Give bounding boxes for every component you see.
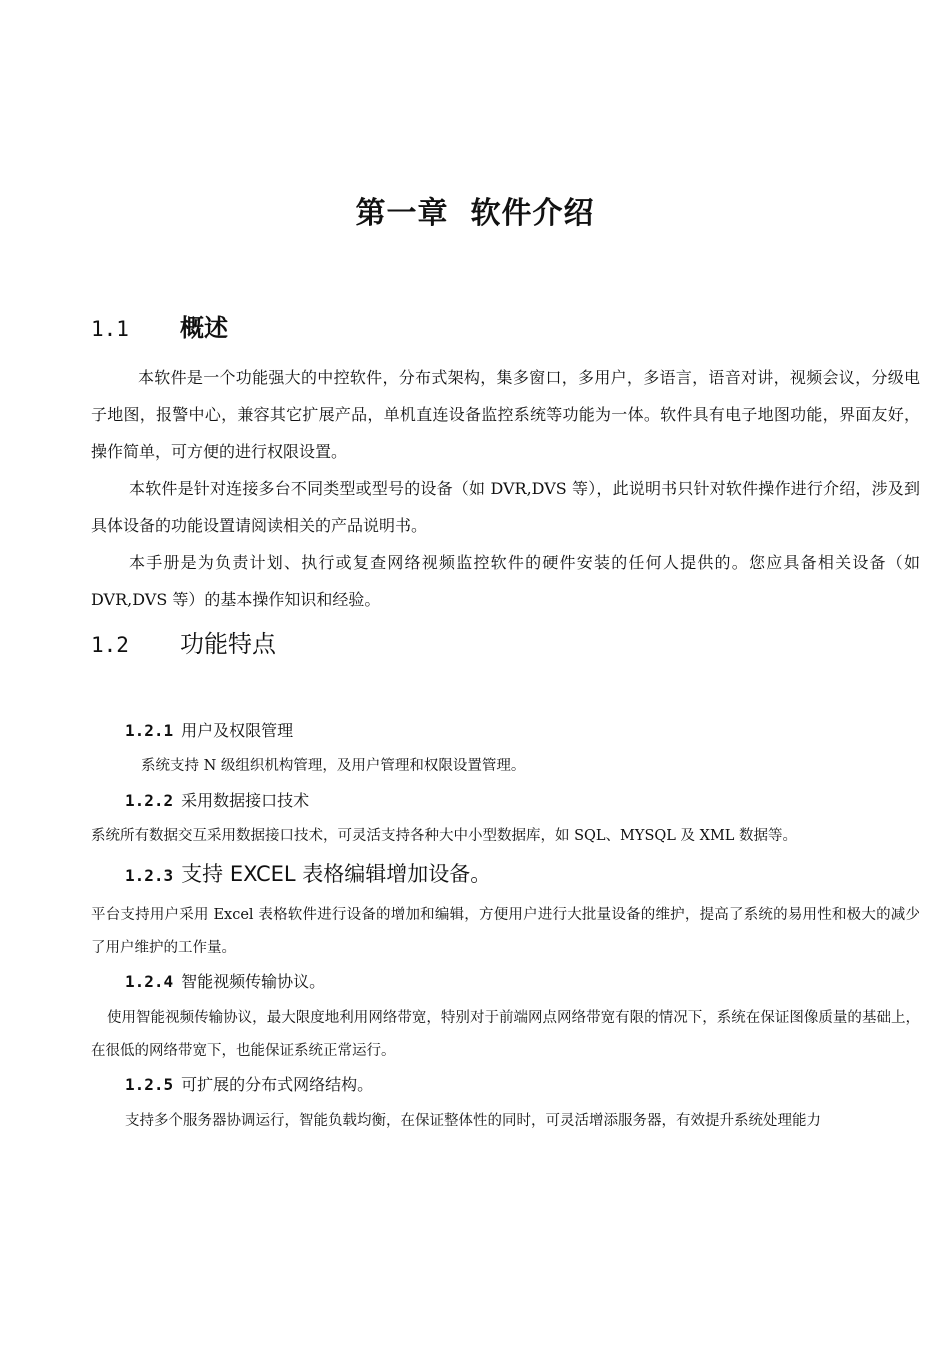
subsection-title: 可扩展的分布式网络结构。 [181,1075,374,1094]
subsection-number: 1.2.2 [125,791,174,810]
subsection-body-1-2-2: 系统所有数据交互采用数据接口技术，可灵活支持各种大中小型数据库，如 SQL、MYSQL 及 XML 数据等。 [91,828,798,844]
overview-paragraph-3: 本手册是为负责计划、执行或复查网络视频监控软件的硬件安装的任何人提供的。您应具备相关设备（如 DVR,DVS 等）的基本操作知识和经验。 [91,553,920,609]
subsection-title: 支持 EXCEL 表格编辑增加设备。 [181,862,492,886]
subsection-number: 1.2.1 [125,721,174,740]
subsection-number: 1.2.3 [125,866,174,885]
section-heading-1-1 [91,311,228,345]
section-title: 概述 [180,314,228,342]
overview-paragraph-2: 本软件是针对连接多台不同类型或型号的设备（如 DVR,DVS 等），此说明书只针对软件操作进行介绍，涉及到具体设备的功能设置请阅读相关的产品说明书。 [91,479,920,535]
section-number: 1.1 [91,317,129,341]
subsection-body-1-2-4: 使用智能视频传输协议，最大限度地利用网络带宽，特别对于前端网点网络带宽有限的情况下，系统在保证图像质量的基础上，在很低的网络带宽下，也能保证系统正常运行。 [91,1010,920,1059]
section-number: 1.2 [91,633,129,657]
chapter-number: 第一章 [355,196,449,231]
subsection-heading-1-2-5 [125,1073,373,1097]
overview-paragraph-1: 本软件是一个功能强大的中控软件，分布式架构，集多窗口，多用户，多语言，语音对讲，视频会议，分级电子地图，报警中心，兼容其它扩展产品，单机直连设备监控系统等功能为一体。软件具有电子地图功能，界面友好，操作简单，可方便的进行权限设置。 [91,368,920,461]
section-heading-1-2 [91,627,276,661]
subsection-title: 用户及权限管理 [181,721,294,740]
subsection-heading-1-2-4 [125,970,325,994]
subsection-title: 智能视频传输协议。 [181,972,326,991]
subsection-heading-1-2-3 [125,862,491,886]
subsection-heading-1-2-2 [125,789,309,813]
subsection-body-1-2-5: 支持多个服务器协调运行，智能负载均衡，在保证整体性的同时，可灵活增添服务器，有效提升系统处理能力 [125,1113,821,1129]
subsection-heading-1-2-1 [125,719,293,743]
subsection-body-1-2-3: 平台支持用户采用 Excel 表格软件进行设备的增加和编辑，方便用户进行大批量设备的维护，提高了系统的易用性和极大的减少了用户维护的工作量。 [91,907,920,956]
subsection-title: 采用数据接口技术 [181,791,310,810]
chapter-name: 软件介绍 [470,196,595,231]
subsection-number: 1.2.4 [125,972,174,991]
section-title: 功能特点 [180,630,276,658]
subsection-number: 1.2.5 [125,1075,174,1094]
subsection-body-1-2-1: 系统支持 N 级组织机构管理，及用户管理和权限设置管理。 [141,758,526,774]
chapter-title [0,188,950,232]
